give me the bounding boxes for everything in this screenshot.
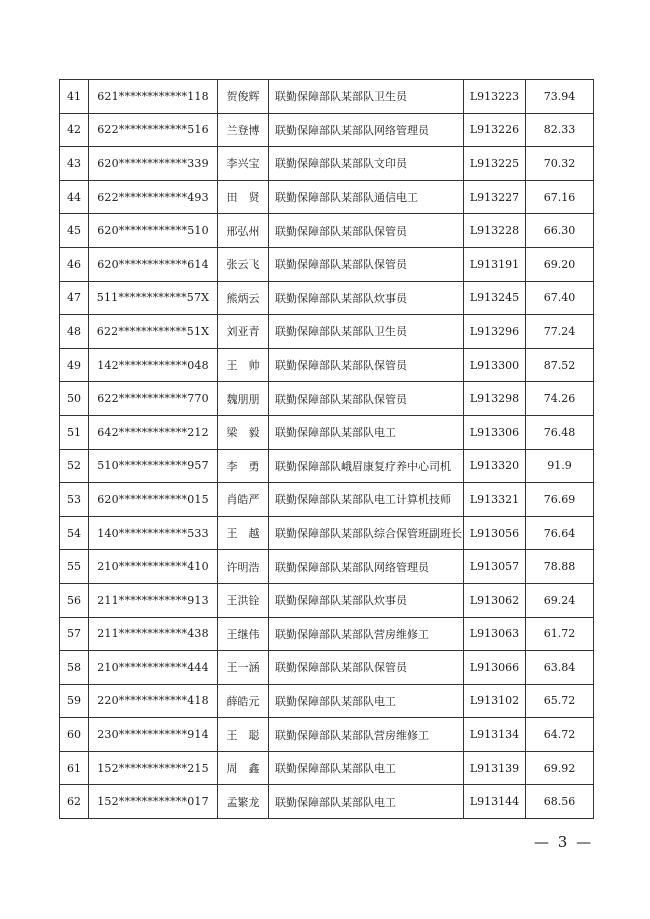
- person-name-cell: 王 帅: [218, 348, 269, 382]
- position-code-cell: L913144: [464, 785, 526, 819]
- row-number-cell: 51: [60, 415, 89, 449]
- position-cell: 联勤保障部队某部队保管员: [269, 247, 464, 281]
- position-code-cell: L913223: [464, 80, 526, 114]
- position-code-cell: L913226: [464, 113, 526, 147]
- row-number-cell: 41: [60, 80, 89, 114]
- position-code-cell: L913063: [464, 617, 526, 651]
- table-row: [60, 382, 594, 416]
- position-code-cell: L913296: [464, 315, 526, 349]
- table-row: [60, 583, 594, 617]
- position-cell: 联勤保障部队某部队综合保管班副班长: [269, 516, 464, 550]
- row-number-cell: 48: [60, 315, 89, 349]
- score-cell: 65.72: [526, 684, 594, 718]
- position-cell: 联勤保障部队某部队文印员: [269, 147, 464, 181]
- position-cell: 联勤保障部队某部队网络管理员: [269, 550, 464, 584]
- position-code-cell: L913057: [464, 550, 526, 584]
- row-number-cell: 45: [60, 214, 89, 248]
- score-cell: 70.32: [526, 147, 594, 181]
- table-row: [60, 247, 594, 281]
- position-code-cell: L913245: [464, 281, 526, 315]
- score-cell: 68.56: [526, 785, 594, 819]
- table-row: [60, 281, 594, 315]
- row-number-cell: 56: [60, 583, 89, 617]
- id-number-cell: 622************493: [89, 180, 218, 214]
- person-name-cell: 邢弘州: [218, 214, 269, 248]
- position-code-cell: L913306: [464, 415, 526, 449]
- person-name-cell: 梁 毅: [218, 415, 269, 449]
- id-number-cell: 220************418: [89, 684, 218, 718]
- table-row: [60, 617, 594, 651]
- position-cell: 联勤保障部队某部队电工: [269, 785, 464, 819]
- person-name-cell: 王洪铨: [218, 583, 269, 617]
- id-number-cell: 152************215: [89, 751, 218, 785]
- person-name-cell: 李兴宝: [218, 147, 269, 181]
- row-number-cell: 57: [60, 617, 89, 651]
- table-row: [60, 718, 594, 752]
- table-row: [60, 751, 594, 785]
- position-code-cell: L913225: [464, 147, 526, 181]
- position-cell: 联勤保障部队某部队电工计算机技师: [269, 483, 464, 517]
- score-cell: 67.16: [526, 180, 594, 214]
- id-number-cell: 510************957: [89, 449, 218, 483]
- position-cell: 联勤保障部队某部队通信电工: [269, 180, 464, 214]
- results-table: [59, 79, 594, 819]
- table-row: [60, 415, 594, 449]
- person-name-cell: 贺俊辉: [218, 80, 269, 114]
- score-cell: 76.64: [526, 516, 594, 550]
- score-cell: 74.26: [526, 382, 594, 416]
- row-number-cell: 60: [60, 718, 89, 752]
- table-row: [60, 651, 594, 685]
- score-cell: 87.52: [526, 348, 594, 382]
- table-row: [60, 315, 594, 349]
- id-number-cell: 622************770: [89, 382, 218, 416]
- score-cell: 73.94: [526, 80, 594, 114]
- row-number-cell: 46: [60, 247, 89, 281]
- id-number-cell: 620************614: [89, 247, 218, 281]
- id-number-cell: 211************913: [89, 583, 218, 617]
- table-row: [60, 147, 594, 181]
- position-code-cell: L913066: [464, 651, 526, 685]
- id-number-cell: 620************510: [89, 214, 218, 248]
- position-code-cell: L913300: [464, 348, 526, 382]
- position-cell: 联勤保障部队某部队卫生员: [269, 80, 464, 114]
- page-number: — 3 —: [534, 833, 594, 851]
- table-row: [60, 348, 594, 382]
- position-cell: 联勤保障部队峨眉康复疗养中心司机: [269, 449, 464, 483]
- position-code-cell: L913056: [464, 516, 526, 550]
- position-code-cell: L913139: [464, 751, 526, 785]
- id-number-cell: 621************118: [89, 80, 218, 114]
- position-cell: 联勤保障部队某部队营房维修工: [269, 617, 464, 651]
- position-code-cell: L913298: [464, 382, 526, 416]
- score-cell: 69.20: [526, 247, 594, 281]
- id-number-cell: 210************444: [89, 651, 218, 685]
- position-code-cell: L913321: [464, 483, 526, 517]
- person-name-cell: 王 聪: [218, 718, 269, 752]
- row-number-cell: 61: [60, 751, 89, 785]
- score-cell: 78.88: [526, 550, 594, 584]
- row-number-cell: 58: [60, 651, 89, 685]
- person-name-cell: 许明浩: [218, 550, 269, 584]
- row-number-cell: 47: [60, 281, 89, 315]
- person-name-cell: 张云飞: [218, 247, 269, 281]
- person-name-cell: 肖皓严: [218, 483, 269, 517]
- position-code-cell: L913062: [464, 583, 526, 617]
- position-cell: 联勤保障部队某部队保管员: [269, 348, 464, 382]
- table-row: [60, 214, 594, 248]
- person-name-cell: 周 鑫: [218, 751, 269, 785]
- id-number-cell: 622************51X: [89, 315, 218, 349]
- score-cell: 82.33: [526, 113, 594, 147]
- id-number-cell: 142************048: [89, 348, 218, 382]
- position-cell: 联勤保障部队某部队卫生员: [269, 315, 464, 349]
- position-cell: 联勤保障部队某部队炊事员: [269, 281, 464, 315]
- person-name-cell: 薛皓元: [218, 684, 269, 718]
- position-cell: 联勤保障部队某部队保管员: [269, 214, 464, 248]
- score-cell: 69.24: [526, 583, 594, 617]
- position-cell: 联勤保障部队某部队保管员: [269, 651, 464, 685]
- table-row: [60, 483, 594, 517]
- id-number-cell: 152************017: [89, 785, 218, 819]
- person-name-cell: 李 勇: [218, 449, 269, 483]
- row-number-cell: 43: [60, 147, 89, 181]
- position-cell: 联勤保障部队某部队保管员: [269, 382, 464, 416]
- person-name-cell: 魏朋朋: [218, 382, 269, 416]
- score-cell: 91.9: [526, 449, 594, 483]
- person-name-cell: 兰登博: [218, 113, 269, 147]
- row-number-cell: 42: [60, 113, 89, 147]
- table-row: [60, 516, 594, 550]
- person-name-cell: 孟繁龙: [218, 785, 269, 819]
- score-cell: 77.24: [526, 315, 594, 349]
- position-code-cell: L913102: [464, 684, 526, 718]
- score-cell: 76.69: [526, 483, 594, 517]
- score-cell: 76.48: [526, 415, 594, 449]
- row-number-cell: 59: [60, 684, 89, 718]
- table-row: [60, 550, 594, 584]
- id-number-cell: 211************438: [89, 617, 218, 651]
- person-name-cell: 刘亚青: [218, 315, 269, 349]
- row-number-cell: 52: [60, 449, 89, 483]
- id-number-cell: 511************57X: [89, 281, 218, 315]
- score-cell: 61.72: [526, 617, 594, 651]
- score-cell: 64.72: [526, 718, 594, 752]
- position-code-cell: L913191: [464, 247, 526, 281]
- position-code-cell: L913228: [464, 214, 526, 248]
- score-cell: 67.40: [526, 281, 594, 315]
- person-name-cell: 王一涵: [218, 651, 269, 685]
- score-cell: 66.30: [526, 214, 594, 248]
- person-name-cell: 王 越: [218, 516, 269, 550]
- row-number-cell: 54: [60, 516, 89, 550]
- table-row: [60, 684, 594, 718]
- row-number-cell: 53: [60, 483, 89, 517]
- row-number-cell: 62: [60, 785, 89, 819]
- id-number-cell: 140************533: [89, 516, 218, 550]
- results-table-body: [60, 80, 594, 819]
- table-row: [60, 449, 594, 483]
- position-cell: 联勤保障部队某部队电工: [269, 751, 464, 785]
- row-number-cell: 49: [60, 348, 89, 382]
- position-cell: 联勤保障部队某部队网络管理员: [269, 113, 464, 147]
- person-name-cell: 田 贤: [218, 180, 269, 214]
- score-cell: 63.84: [526, 651, 594, 685]
- position-code-cell: L913320: [464, 449, 526, 483]
- id-number-cell: 210************410: [89, 550, 218, 584]
- person-name-cell: 熊炳云: [218, 281, 269, 315]
- position-cell: 联勤保障部队某部队电工: [269, 684, 464, 718]
- row-number-cell: 55: [60, 550, 89, 584]
- position-code-cell: L913134: [464, 718, 526, 752]
- id-number-cell: 642************212: [89, 415, 218, 449]
- position-cell: 联勤保障部队某部队营房维修工: [269, 718, 464, 752]
- id-number-cell: 620************339: [89, 147, 218, 181]
- id-number-cell: 620************015: [89, 483, 218, 517]
- position-cell: 联勤保障部队某部队电工: [269, 415, 464, 449]
- table-row: [60, 180, 594, 214]
- score-cell: 69.92: [526, 751, 594, 785]
- id-number-cell: 622************516: [89, 113, 218, 147]
- table-row: [60, 785, 594, 819]
- row-number-cell: 50: [60, 382, 89, 416]
- position-cell: 联勤保障部队某部队炊事员: [269, 583, 464, 617]
- position-code-cell: L913227: [464, 180, 526, 214]
- row-number-cell: 44: [60, 180, 89, 214]
- table-row: [60, 113, 594, 147]
- person-name-cell: 王继伟: [218, 617, 269, 651]
- id-number-cell: 230************914: [89, 718, 218, 752]
- table-row: [60, 80, 594, 114]
